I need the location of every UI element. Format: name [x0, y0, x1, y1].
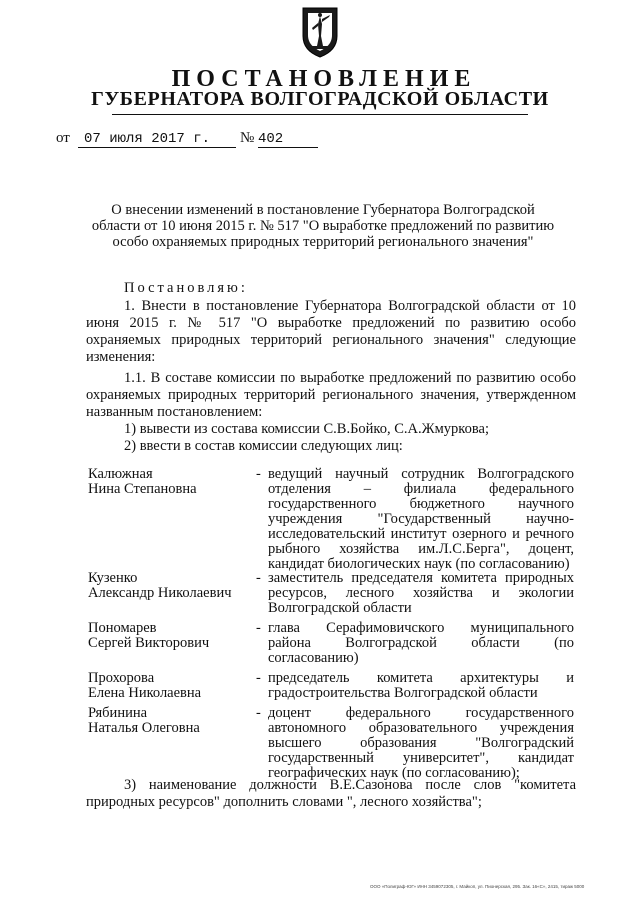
member-name: Кузенко Александр Николаевич: [88, 570, 232, 601]
document-subtitle: ГУБЕРНАТОРА ВОЛГОГРАДСКОЙ ОБЛАСТИ: [91, 88, 549, 110]
number-prefix: №: [240, 130, 255, 146]
date-field: [78, 130, 230, 148]
member-role: заместитель председателя комитета природных ресурсов, лесного хозяйства и экологии Волгоградской области: [268, 570, 574, 616]
member-dash: -: [256, 466, 261, 482]
member-name: Калюжная Нина Степановна: [88, 466, 197, 497]
subject-line: области от 10 июня 2015 г. № 517 "О выработке предложений по развитию: [91, 218, 555, 234]
member-role: глава Серафимовичского муниципального района Волгоградской области (по согласованию): [268, 620, 574, 666]
document-title: ПОСТАНОВЛЕНИЕ: [171, 66, 477, 92]
coat-of-arms-emblem: [300, 6, 340, 58]
paragraph-1-1-item-1: 1) вывести из состава комиссии С.В.Бойко, С.А.Жмуркова;: [124, 421, 489, 437]
member-name: Рябинина Наталья Олеговна: [88, 705, 200, 736]
number-field: [258, 130, 318, 148]
date-prefix: от: [56, 130, 70, 146]
volgograd-coat-of-arms-icon: [300, 6, 340, 58]
document-subject: [70, 202, 576, 250]
paragraph-1-1-item-2: 2) ввести в состав комиссии следующих лиц:: [124, 438, 403, 454]
member-role: председатель комитета архитектуры и градостроительства Волгоградской области: [268, 670, 574, 701]
printer-imprint: ООО «Полиграф-ЮГ» ИНН 3459072305, г. Майкоп, ул. Пионерская, 295. Зак. 16«С», 2415, тираж 5000: [370, 884, 585, 889]
member-dash: -: [256, 570, 261, 586]
member-dash: -: [256, 670, 261, 686]
header-divider: [112, 114, 528, 115]
date-value: 07 июля 2017 г.: [78, 131, 236, 148]
member-dash: -: [256, 705, 261, 721]
number-value: 402: [258, 131, 318, 148]
member-name: Пономарев Сергей Викторович: [88, 620, 210, 651]
member-name: Прохорова Елена Николаевна: [88, 670, 202, 701]
member-role: доцент федерального государственного автономного образовательного учреждения высшего образования "Волгоградский государственный университет", кандидат географических наук (по согласованию);: [268, 705, 574, 781]
subject-line: О внесении изменений в постановление Губернатора Волгоградской: [111, 202, 535, 218]
decree-word: Постановляю:: [124, 280, 248, 296]
paragraph-3: 3) наименование должности В.Е.Сазонова после слов "комитета природных ресурсов" дополнить словами ", лесного хозяйства";: [86, 777, 576, 810]
paragraph-1: 1. Внести в постановление Губернатора Волгоградской области от 10 июня 2015 г. № 517 "О выработке предложений по развитию особо охраняемых природных территорий регионального значения" следующие изменения:: [86, 298, 576, 365]
member-role: ведущий научный сотрудник Волгоградского отделения – филиала федерального государственного бюджетного научного учреждения "Государственный научно-исследовательский институт озерного и речного рыбного хозяйства им.Л.С.Берга", доцент, кандидат биологических наук (по согласованию): [268, 466, 574, 572]
member-dash: -: [256, 620, 261, 636]
subject-line: особо охраняемых природных территорий регионального значения": [112, 234, 534, 250]
paragraph-1-1: 1.1. В составе комиссии по выработке предложений по развитию особо охраняемых природных территорий регионального значения, утвержденном названным постановлением:: [86, 370, 576, 420]
